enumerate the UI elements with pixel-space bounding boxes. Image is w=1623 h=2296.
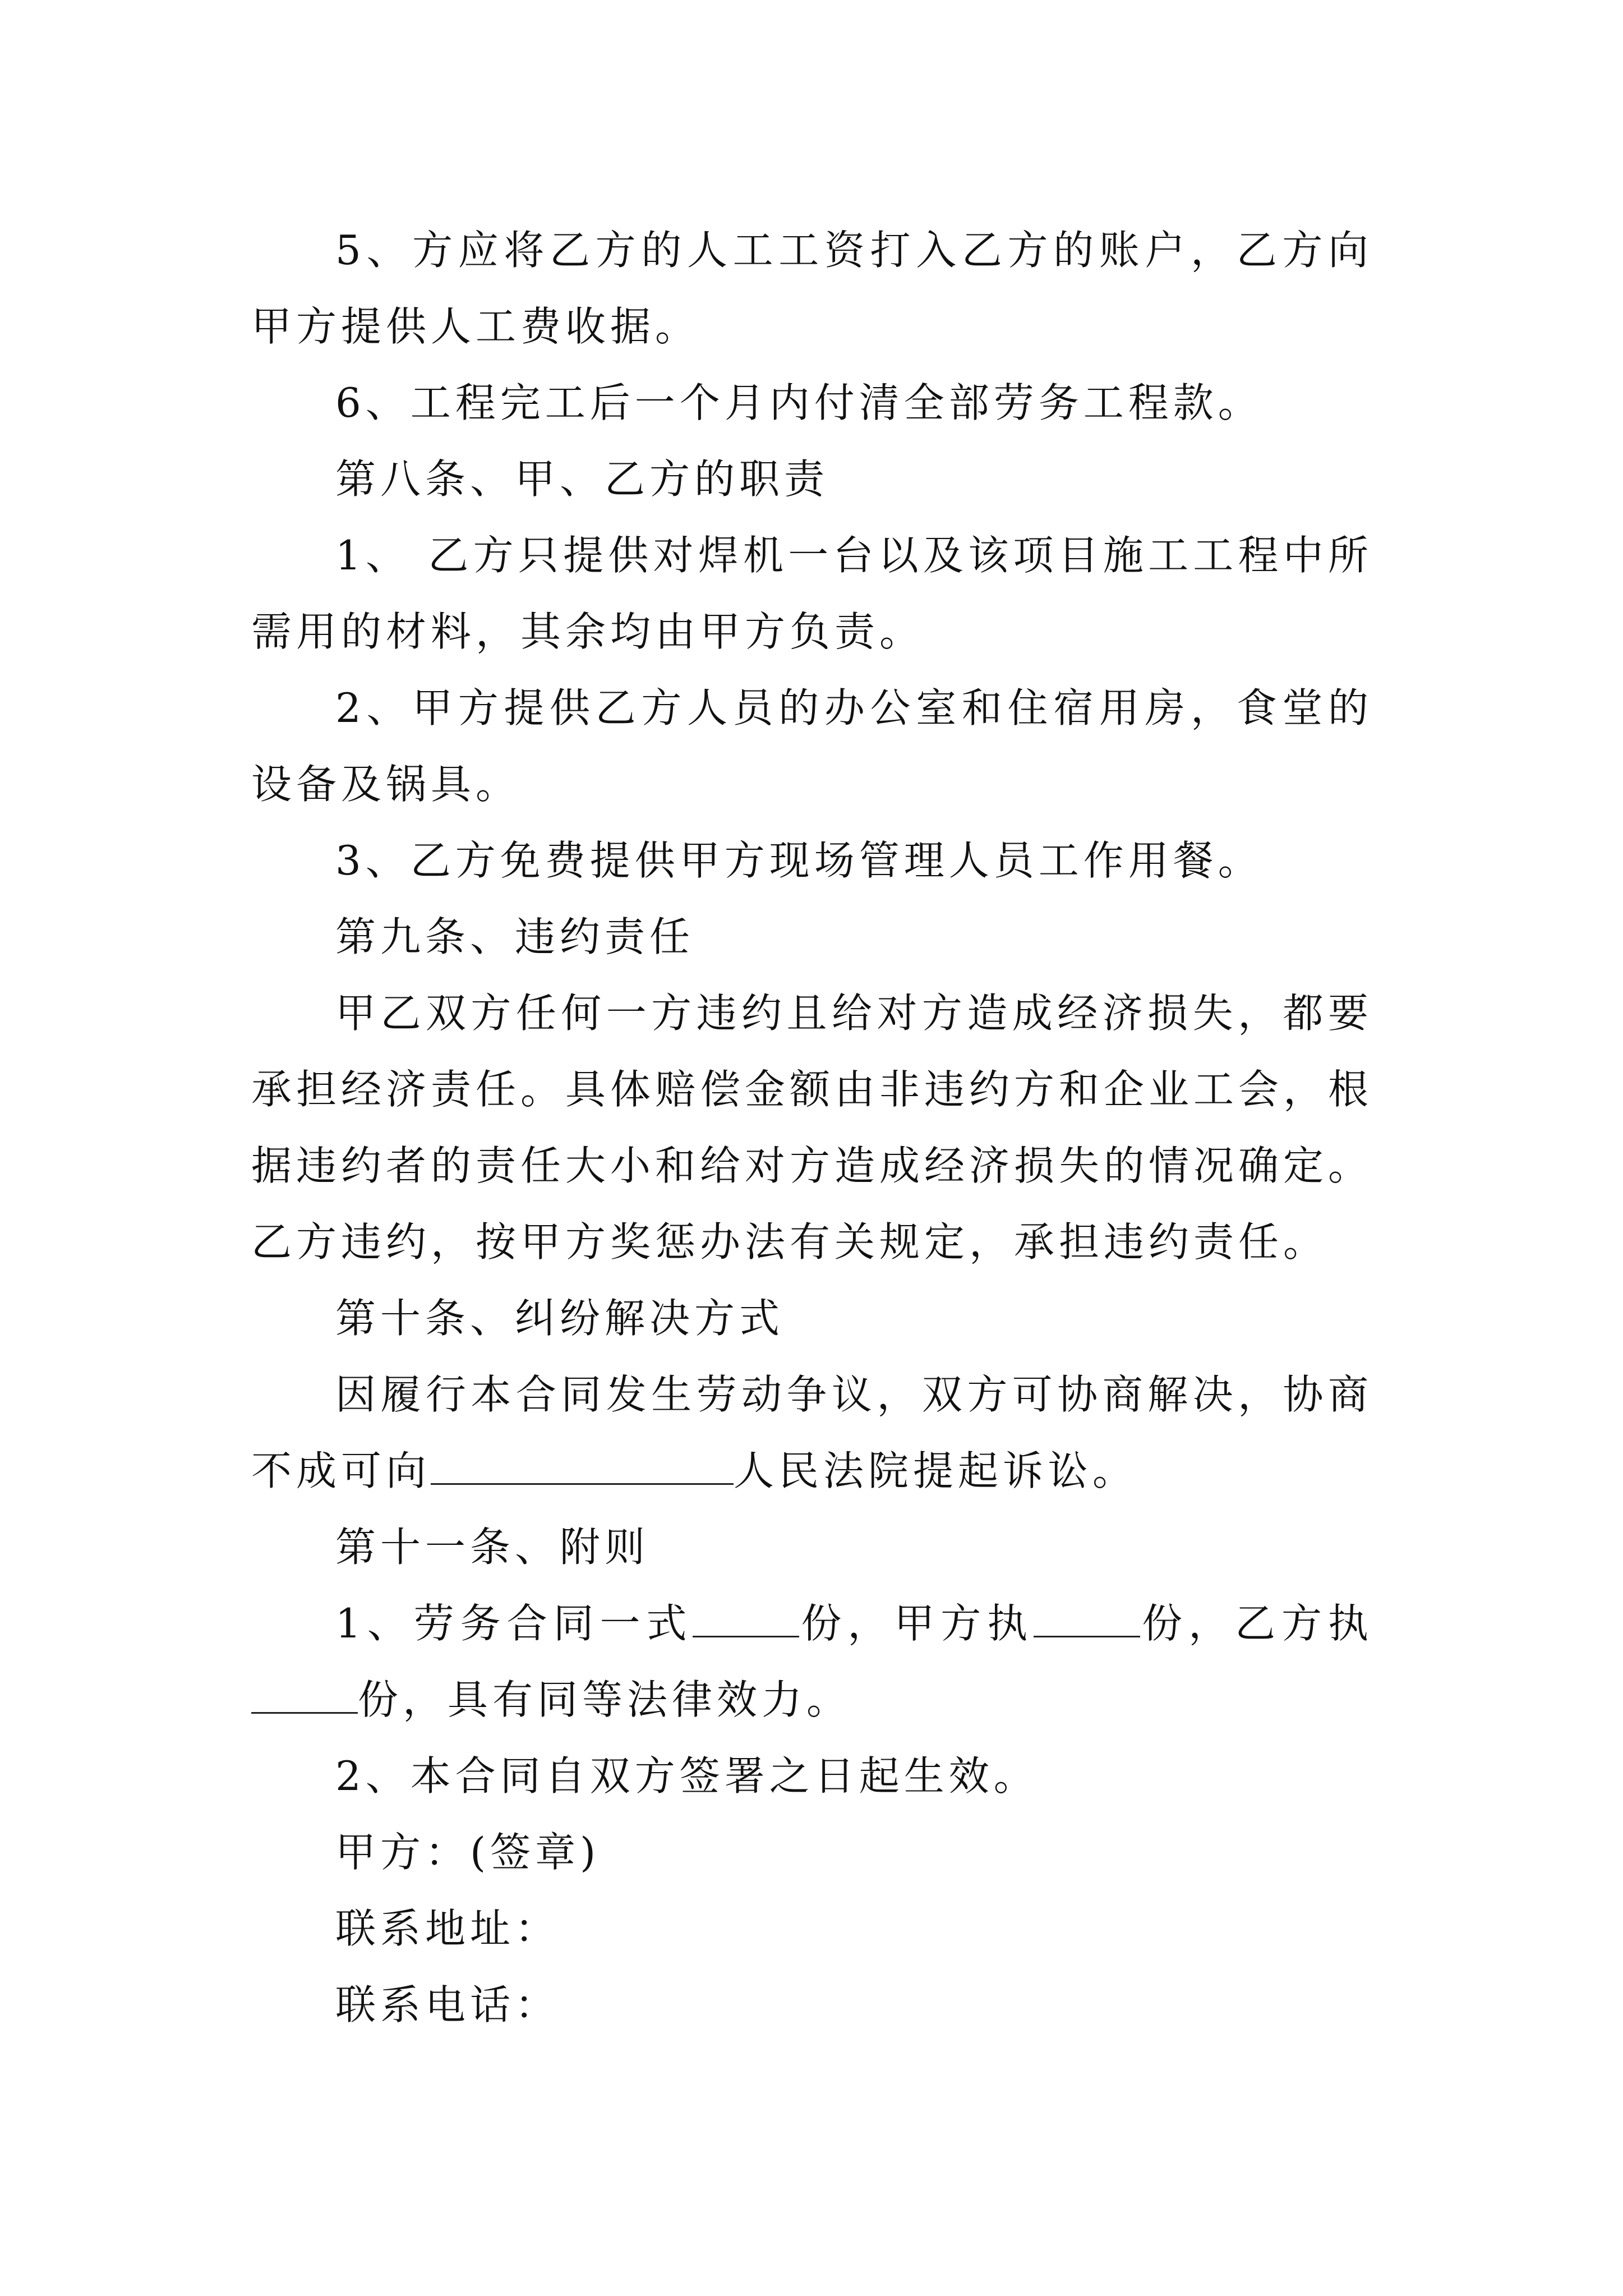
party-b-copies-blank (251, 1678, 358, 1714)
copies-text-party-a: 份，甲方执 (799, 1600, 1034, 1647)
copies-text-end: 份，具有同等法律效力。 (358, 1676, 852, 1723)
article-10-heading: 第十条、纠纷解决方式 (335, 1295, 785, 1342)
article-8-item-1: 1、 乙方只提供对焊机一台以及该项目施工工程中所需用的材料，其余均由甲方负责。 (251, 532, 1373, 655)
copies-text-party-b: 份，乙方执 (1140, 1600, 1373, 1647)
clause-5-payment-account: 5、方应将乙方的人工工资打入乙方的账户，乙方向甲方提供人工费收据。 (251, 227, 1373, 350)
article-11-item-2: 2、本合同自双方签署之日起生效。 (335, 1752, 1039, 1800)
article-11-item-1 (251, 1585, 1373, 1738)
contact-address-line: 联系地址： (335, 1905, 560, 1952)
article-8-item-3: 3、乙方免费提供甲方现场管理人员工作用餐。 (335, 837, 1263, 884)
article-10-text-end: 人民法院提起诉讼。 (734, 1447, 1138, 1494)
contact-phone-line: 联系电话： (335, 1981, 560, 2028)
party-a-signature-line: 甲方：(签章) (335, 1829, 601, 1876)
total-copies-blank (693, 1602, 799, 1637)
article-10-body (251, 1356, 1373, 1509)
article-8-heading: 第八条、甲、乙方的职责 (335, 455, 829, 503)
article-8-item-2: 2、甲方提供乙方人员的办公室和住宿用房，食堂的设备及锅具。 (251, 684, 1373, 808)
party-a-copies-blank (1034, 1602, 1140, 1637)
court-name-blank (431, 1450, 734, 1485)
article-11-heading: 第十一条、附则 (335, 1524, 650, 1571)
article-9-body: 甲乙双方任何一方违约且给对方造成经济损失，都要承担经济责任。具体赔偿金额由非违约方和企业工会，根据违约者的责任大小和给对方造成经济损失的情况确定。乙方违约，按甲方奖惩办法有关规定，承担违约责任。 (251, 990, 1373, 1266)
article-9-heading: 第九条、违约责任 (335, 913, 695, 960)
clause-6-final-payment: 6、工程完工后一个月内付清全部劳务工程款。 (335, 379, 1263, 426)
copies-text-start: 1、劳务合同一式 (335, 1600, 693, 1647)
contract-body (251, 212, 1373, 2043)
article-10-text-start: 因履行本合同发生劳动争议，双方可协商解决，协商不成可向 (251, 1371, 1373, 1494)
